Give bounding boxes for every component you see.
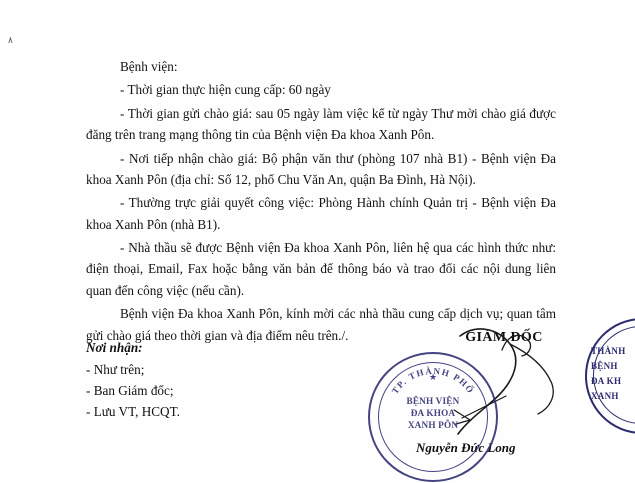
edge-stamp-text [591, 344, 626, 403]
edge-stamp-line-4: XANH [591, 390, 619, 401]
margin-mark: ٨ [8, 35, 13, 45]
stamp-line-1: BỆNH VIỆN [406, 396, 460, 406]
recipient-item: - Như trên; [86, 361, 145, 377]
official-round-stamp [368, 352, 498, 482]
stamp-line-2: ĐA KHOA [410, 407, 456, 418]
recipient-item: - Lưu VT, HCQT. [86, 403, 180, 419]
edge-stamp-line-2: BỆNH [591, 360, 618, 371]
edge-stamp-line-3: ĐA KH [591, 375, 622, 386]
recipients-title: Nơi nhận: [86, 340, 143, 355]
paragraph-submission-deadline: - Thời gian gửi chào giá: sau 05 ngày làm việc kể từ ngày Thư mời chào giá được đăng trên trang mạng thông tin của Bệnh viện Đa khoa Xanh Pôn. [86, 105, 556, 143]
document-body [86, 56, 556, 348]
stamp-line-3: XANH PÔN [407, 419, 459, 430]
recipients-block [86, 338, 316, 422]
paragraph-intro: Bệnh viện: [120, 59, 178, 74]
paragraph-receiving-location: - Nơi tiếp nhận chào giá: Bộ phận văn thư (phòng 107 nhà B1) - Bệnh viện Đa khoa Xanh Pôn (địa chỉ: Số 12, phố Chu Văn An, quận Ba Đình, Hà Nội). [86, 150, 556, 187]
paragraph-invitation-closing: Bệnh viện Đa khoa Xanh Pôn, kính mời các nhà thầu cung cấp dịch vụ; quan tâm gửi chào giá theo thời gian và địa điểm nêu trên./. [86, 306, 556, 343]
signature-flourish [500, 330, 536, 360]
signer-name: Nguyễn Đức Long [416, 440, 516, 455]
recipient-item: - Ban Giám đốc; [86, 382, 174, 398]
edge-round-stamp [581, 318, 635, 438]
signature-title: GIÁM ĐỐC [465, 330, 543, 345]
edge-stamp-line-1: THÀNH [591, 346, 626, 356]
paragraph-contact-methods: - Nhà thầu sẽ được Bệnh viện Đa khoa Xanh Pôn, liên hệ qua các hình thức như: điện thoại, Email, Fax hoặc bằng văn bản để thông báo và trao đổi các nội dung liên quan đến công việc (nếu cần). [86, 240, 556, 298]
stamp-star-icon: ★ [428, 372, 438, 382]
svg-text:TP. THÀNH PHỐ: TP. THÀNH PHỐ [389, 365, 477, 396]
stamp-center-text [370, 396, 496, 431]
paragraph-duration: - Thời gian thực hiện cung cấp: 60 ngày [120, 82, 331, 98]
paragraph-standing-contact: - Thường trực giải quyết công việc: Phòng Hành chính Quản trị - Bệnh viện Đa khoa Xanh Pôn (nhà B1). [86, 195, 556, 232]
